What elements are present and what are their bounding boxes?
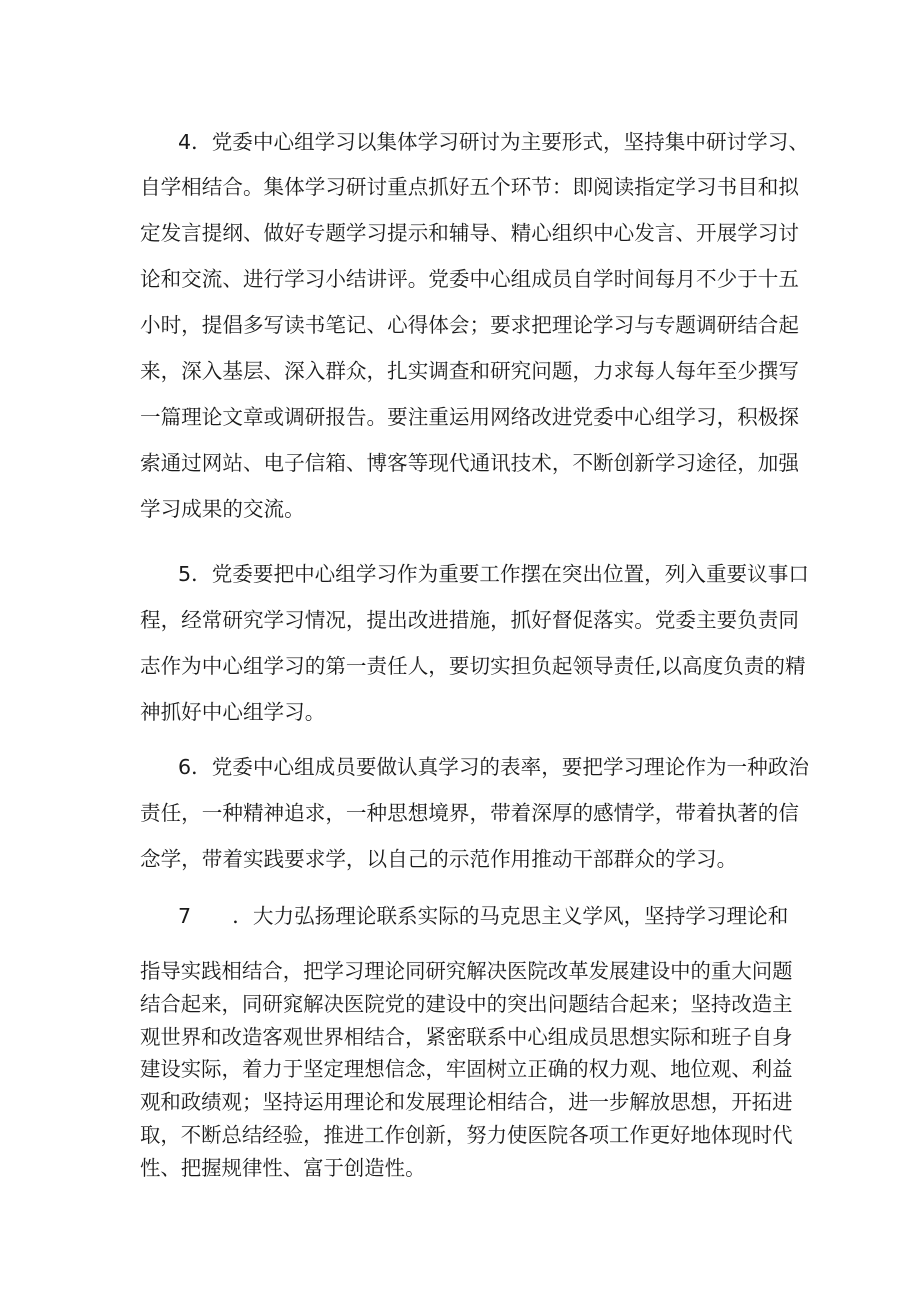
paragraph-7-line-3: 结合起来，同研窕解决医院党的建设中的突出问题结合起来；坚持改造主: [140, 992, 793, 1016]
paragraph-6-line-2: 责任，一种精神追求，一种思想境界，带着深厚的感情学，带着执著的信: [140, 801, 799, 825]
paragraph-4-line-6: 来，深入基层、深入群众，扎实调查和研究问题，力求每人每年至少撰写: [140, 359, 799, 383]
paragraph-5-line-1: 5．党委要把中心组学习作为重要工作摆在突出位置，列入重要议事口: [178, 562, 809, 586]
paragraph-7-line-7: 取，不断总结经验，推进工作创新，努力使医院各项工作更好地体现时代: [140, 1123, 793, 1147]
paragraph-4-line-5: 小时，提倡多写读书笔记、心得体会；要求把理论学习与专题调研结合起: [140, 313, 799, 337]
paragraph-7-line-5: 建设实际，着力于坚定理想信念，牢固树立正确的权力观、地位观、利益: [140, 1057, 793, 1081]
paragraph-7-line-6: 观和政绩观；坚持运用理论和发展理论相结合，进一步解放思想，开拓进: [140, 1090, 793, 1114]
paragraph-7-line-2: 指导实践相结合，把学习理论同研究解决医院改革发展建设中的重大问题: [140, 959, 793, 983]
paragraph-7-line-8: 性、把握规律性、富于创造性。: [140, 1156, 426, 1180]
paragraph-4-line-4: 论和交流、进行学习小结讲评。党委中心组成员自学时间每月不少于十五: [140, 267, 799, 291]
paragraph-4-line-8: 索通过网站、电子信箱、博客等现代通讯技术，不断创新学习途径，加强: [140, 451, 799, 475]
paragraph-4-line-9: 学习成果的交流。: [140, 497, 305, 521]
paragraph-6-line-3: 念学，带着实践要求学，以自己的示范作用推动干部群众的学习。: [140, 847, 738, 871]
paragraph-5-line-2: 程，经常研究学习情况，提出改进措施，抓好督促落实。党委主要负责同: [140, 608, 799, 632]
paragraph-4-line-1: 4．党委中心组学习以集体学习研讨为主要形式，坚持集中研讨学习、: [178, 130, 809, 154]
paragraph-4-line-2: 自学相结合。集体学习研讨重点抓好五个环节：即阅读指定学习书目和拟: [140, 175, 799, 199]
paragraph-5-line-4: 神抓好中心组学习。: [140, 700, 326, 724]
paragraph-7-line-4: 观世界和改造客观世界相结合，紧密联系中心组成员思想实际和班子自身: [140, 1025, 793, 1049]
paragraph-7-line-1: 7 ．大力弘扬理论联系实际的马克思主义学风，坚持学习理论和: [178, 904, 789, 928]
paragraph-5-line-3: 志作为中心组学习的第一责任人，要切实担负起领导责任,以高度负责的精: [140, 654, 806, 678]
paragraph-4-line-7: 一篇理论文章或调研报告。要注重运用网络改进党委中心组学习，积极探: [140, 405, 799, 429]
paragraph-4-line-3: 定发言提纲、做好专题学习提示和辅导、精心组织中心发言、开展学习讨: [140, 221, 799, 245]
paragraph-6-line-1: 6．党委中心组成员要做认真学习的表率，要把学习理论作为一种政治: [178, 755, 809, 779]
